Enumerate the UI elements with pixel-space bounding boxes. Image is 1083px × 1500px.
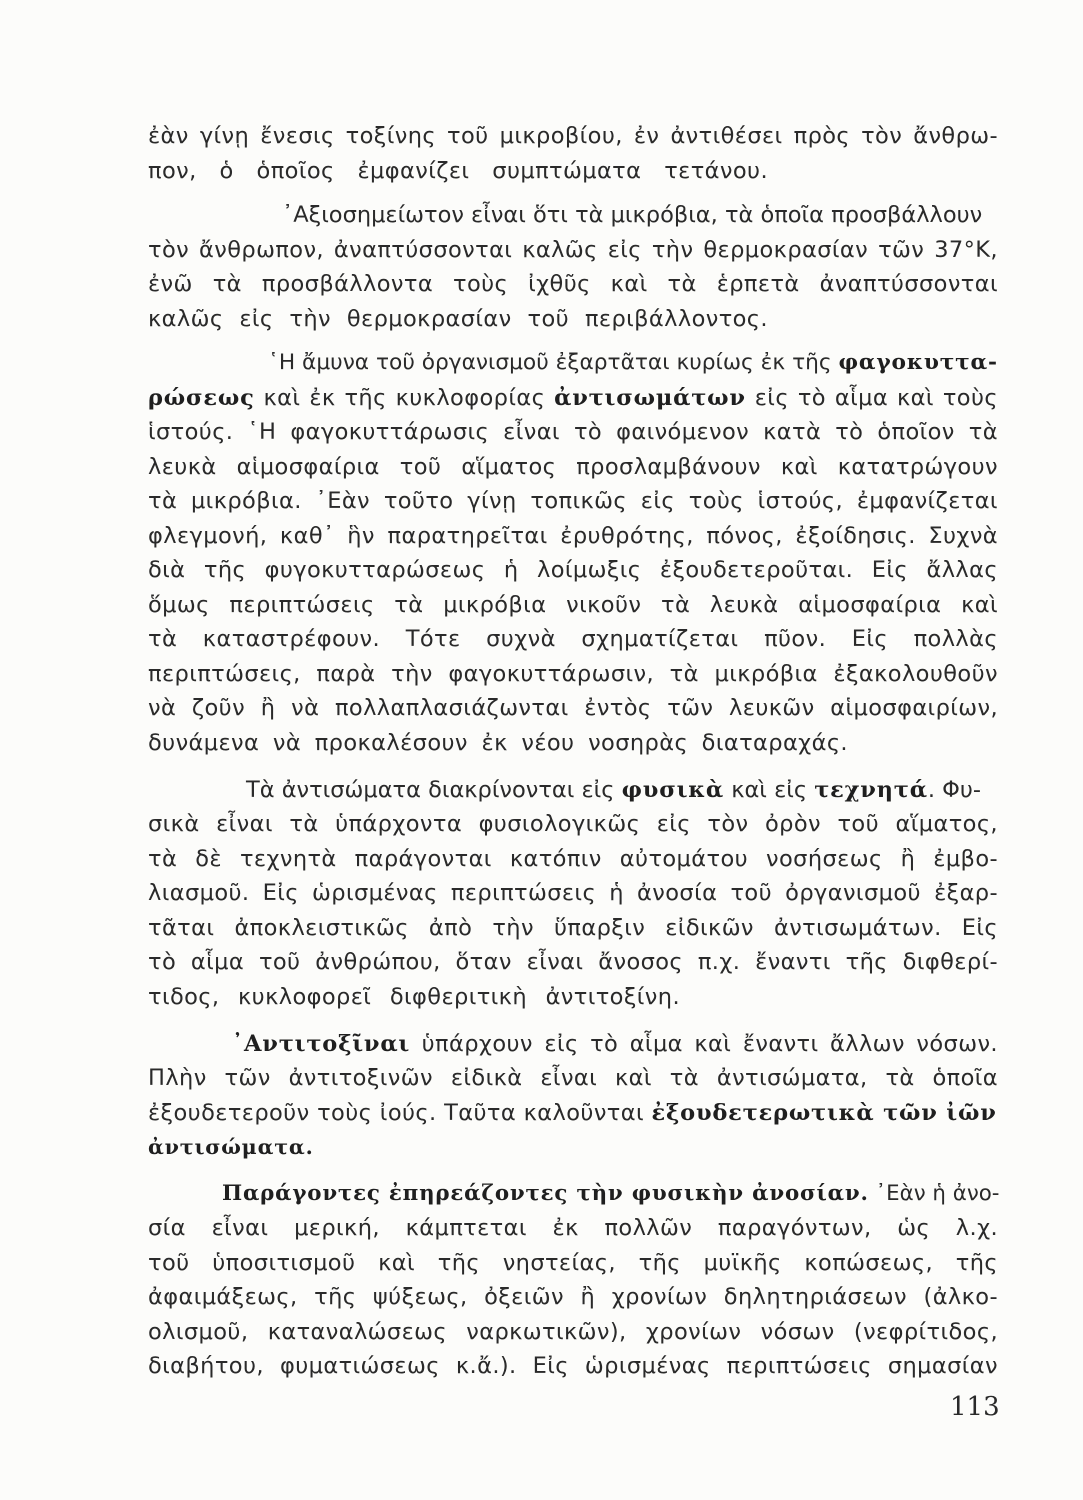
text-run: τοῦ ὑποσιτισμοῦ καὶ τῆς νηστείας, τῆς μυϊκῆς κοπώσεως, τῆς	[148, 1250, 998, 1276]
text-line	[148, 875, 998, 911]
text-line	[148, 153, 768, 189]
text-run: νὰ ζοῦν ἢ νὰ πολλαπλασιάζωνται ἐντὸς τῶν λευκῶν αἱμοσφαιρίων,	[148, 695, 999, 721]
text-run: καὶ εἰς	[724, 777, 815, 803]
text-run: ἀφαιμάξεως, τῆς ψύξεως, ὀξειῶν ἢ χρονίων δηλητηριάσεων (ἀλκο-	[148, 1284, 998, 1310]
text-line	[246, 772, 981, 808]
text-run: δυνάμενα νὰ προκαλέσουν ἐκ νέου νοσηρὰς διαταραχάς.	[148, 730, 848, 756]
text-run: ὅμως περιπτώσεις τὰ μικρόβια νικοῦν τὰ λευκὰ αἱμοσφαίρια καὶ	[148, 592, 999, 618]
bold-term: φαγοκυττα-	[838, 350, 998, 375]
text-line	[148, 1129, 314, 1165]
text-line	[148, 266, 998, 302]
text-line	[148, 841, 998, 877]
text-run: ολισμοῦ, καταναλώσεως ναρκωτικῶν), χρονίων νόσων (νεφρίτιδος,	[148, 1319, 998, 1345]
text-line	[148, 587, 998, 623]
text-run: διὰ τῆς φυγοκυτταρώσεως ἡ λοίμωξις ἐξουδετεροῦται. Εἰς ἄλλας	[148, 557, 998, 583]
bold-term: τεχνητά	[814, 777, 928, 803]
text-line	[148, 656, 998, 692]
text-line	[148, 1245, 998, 1281]
text-run: καὶ ἐκ τῆς κυκλοφορίας	[254, 385, 555, 411]
text-line	[148, 944, 998, 980]
text-run: τὰ μικρόβια. ᾿Εὰν τοῦτο γίνῃ τοπικῶς εἰς τοὺς ἱστούς, ἐμφανίζεται	[148, 488, 998, 514]
text-run: τὰ δὲ τεχνητὰ παράγονται κατόπιν αὐτομάτου νοσήσεως ἢ ἐμβο-	[148, 846, 999, 872]
text-line	[148, 1314, 998, 1350]
text-run: τὸ αἷμα τοῦ ἀνθρώπου, ὅταν εἶναι ἄνοσος π.χ. ἔναντι τῆς διφθερί-	[148, 949, 999, 975]
page-number: 113	[950, 1392, 1000, 1422]
text-run: περιπτώσεις, παρὰ τὴν φαγοκυττάρωσιν, τὰ μικρόβια ἐξακολουθοῦν	[148, 661, 998, 687]
text-line	[148, 1060, 998, 1096]
text-line	[148, 979, 680, 1015]
text-run: ῾Η ἄμυνα τοῦ ὀργανισμοῦ ἐξαρτᾶται κυρίως ἐκ τῆς	[268, 350, 839, 375]
text-line	[148, 232, 998, 268]
text-line	[148, 1348, 998, 1384]
bold-term: ἐξουδετερωτικὰ τῶν ἰῶν	[651, 1100, 997, 1126]
text-run: τὸν ἄνθρωπον, ἀναπτύσσονται καλῶς εἰς τὴν θερμοκρασίαν τῶν 37°Κ,	[148, 237, 998, 263]
text-run: Τὰ ἀντισώματα διακρίνονται εἰς	[246, 777, 622, 803]
text-line	[148, 414, 998, 450]
text-run: . Φυ-	[927, 777, 982, 803]
text-line	[148, 518, 998, 554]
text-line	[148, 690, 998, 726]
text-run: ἱστούς. ῾Η φαγοκυττάρωσις εἶναι τὸ φαινόμενον κατὰ τὸ ὁποῖον τὰ	[148, 419, 998, 445]
text-line	[282, 197, 982, 233]
text-line	[148, 483, 998, 519]
text-run: τᾶται ἀποκλειστικῶς ἀπὸ τὴν ὕπαρξιν εἰδικῶν ἀντισωμάτων. Εἰς	[148, 915, 998, 941]
text-run: ὑπάρχουν εἰς τὸ αἷμα καὶ ἔναντι ἄλλων νόσων.	[410, 1031, 998, 1057]
text-line	[148, 621, 998, 657]
text-line	[148, 910, 998, 946]
text-run: τὰ καταστρέφουν. Τότε συχνὰ σχηματίζεται πῦον. Εἰς πολλὰς	[148, 626, 998, 652]
bold-term: φυσικὰ	[621, 777, 725, 803]
text-line	[148, 449, 998, 485]
text-line	[148, 118, 998, 154]
bold-term: ἀντισώματα.	[148, 1135, 314, 1159]
text-run: σία εἶναι μερική, κάμπτεται ἐκ πολλῶν παραγόντων, ὡς λ.χ.	[148, 1215, 999, 1241]
text-run: Πλὴν τῶν ἀντιτοξινῶν εἰδικὰ εἶναι καὶ τὰ ἀντισώματα, τὰ ὁποῖα	[148, 1065, 999, 1091]
text-run: λευκὰ αἱμοσφαίρια τοῦ αἵματος προσλαμβάνουν καὶ κατατρώγουν	[148, 454, 998, 480]
text-line	[148, 301, 768, 337]
text-line	[232, 1026, 998, 1062]
bold-term: ἀντισωμάτων	[554, 385, 746, 411]
text-run: ᾿Εὰν ἡ ἀνο-	[868, 1181, 1000, 1206]
text-line	[148, 552, 998, 588]
text-run: ἐνῶ τὰ προσβάλλοντα τοὺς ἰχθῦς καὶ τὰ ἑρπετὰ ἀναπτύσσονται	[148, 271, 998, 297]
bold-term: ᾿Αντιτοξῖναι	[232, 1031, 411, 1057]
text-run: σικὰ εἶναι τὰ ὑπάρχοντα φυσιολογικῶς εἰς τὸν ὀρὸν τοῦ αἵματος,	[148, 811, 998, 837]
text-line	[148, 806, 998, 842]
text-line	[148, 380, 998, 416]
text-line	[222, 1176, 1000, 1212]
text-line	[148, 1095, 997, 1131]
text-line	[148, 725, 848, 761]
text-line	[148, 1279, 998, 1315]
text-run: ἐξουδετεροῦν τοὺς ἰούς. Ταῦτα καλοῦνται	[148, 1100, 652, 1126]
text-run: καλῶς εἰς τὴν θερμοκρασίαν τοῦ περιβάλλοντος.	[148, 306, 768, 332]
text-run: φλεγμονή, καθ᾿ ἣν παρατηρεῖται ἐρυθρότης, πόνος, ἐξοίδησις. Συχνὰ	[148, 523, 999, 549]
text-run: λιασμοῦ. Εἰς ὡρισμένας περιπτώσεις ἡ ἀνοσία τοῦ ὀργανισμοῦ ἐξαρ-	[148, 880, 999, 906]
bold-term: Παράγοντες ἐπηρεάζοντες τὴν φυσικὴν ἀνοσίαν.	[222, 1181, 869, 1206]
bold-term: ρώσεως	[148, 385, 255, 411]
text-run: ἐὰν γίνῃ ἔνεσις τοξίνης τοῦ μικροβίου, ἐν ἀντιθέσει πρὸς τὸν ἄνθρω-	[148, 123, 999, 149]
text-line	[268, 345, 998, 381]
text-run: διαβήτου, φυματιώσεως κ.ἄ.). Εἰς ὡρισμένας περιπτώσεις σημασίαν	[148, 1353, 999, 1379]
text-line	[148, 1210, 998, 1246]
text-run: τιδος, κυκλοφορεῖ διφθεριτικὴ ἀντιτοξίνη.	[148, 984, 680, 1010]
text-run: ᾿Αξιοσημείωτον εἶναι ὅτι τὰ μικρόβια, τὰ ὁποῖα προσβάλλουν	[282, 202, 983, 228]
text-run: πον, ὁ ὁποῖος ἐμφανίζει συμπτώματα τετάνου.	[148, 158, 769, 184]
text-run: εἰς τὸ αἷμα καὶ τοὺς	[745, 385, 998, 411]
